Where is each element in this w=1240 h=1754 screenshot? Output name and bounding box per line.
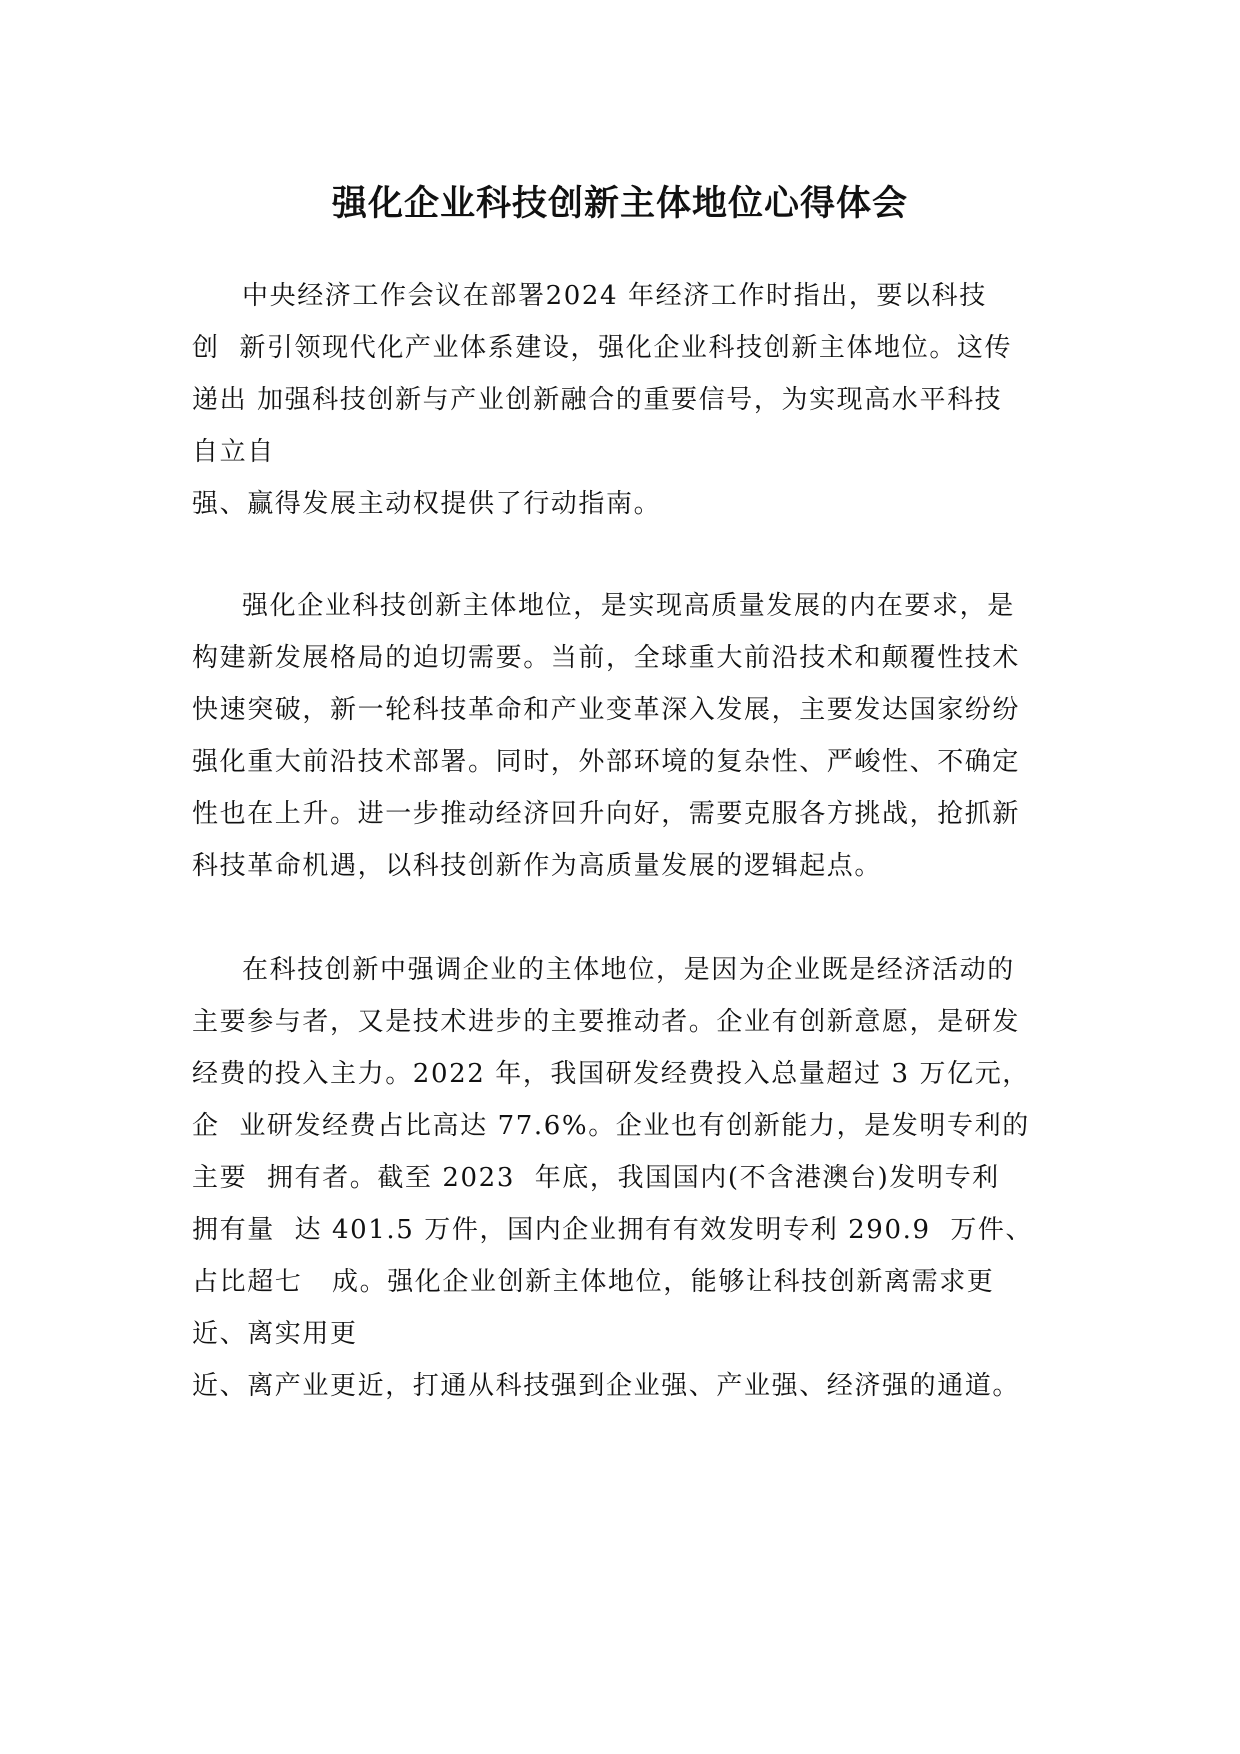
document-title: 强化企业科技创新主体地位心得体会: [331, 184, 908, 224]
paragraph-3-line-5: 主要 拥有者。截至 2023 年底，我国国内(不含港澳台)发明专利: [192, 1163, 1000, 1193]
paragraph-2-line-6: 科技革命机遇，以科技创新作为高质量发展的逻辑起点。: [192, 851, 883, 881]
paragraph-1-line-5: 强、赢得发展主动权提供了行动指南。: [192, 489, 662, 519]
paragraph-3-line-1: 在科技创新中强调企业的主体地位，是因为企业既是经济活动的: [242, 955, 1015, 985]
paragraph-3-line-6: 拥有量 达 401.5 万件，国内企业拥有有效发明专利 290.9 万件、: [192, 1215, 1034, 1245]
paragraph-2-line-4: 强化重大前沿技术部署。同时，外部环境的复杂性、严峻性、不确定: [192, 747, 1021, 777]
paragraph-3-line-7: 占比超七 成。强化企业创新主体地位，能够让科技创新离需求更: [192, 1267, 995, 1297]
paragraph-1-line-3: 递出 加强科技创新与产业创新融合的重要信号，为实现高水平科技: [192, 385, 1003, 415]
paragraph-3-line-2: 主要参与者，又是技术进步的主要推动者。企业有创新意愿，是研发: [192, 1007, 1021, 1037]
paragraph-2-line-1: 强化企业科技创新主体地位，是实现高质量发展的内在要求，是: [242, 591, 1015, 621]
paragraph-3-line-4: 企 业研发经费占比高达 77.6%。企业也有创新能力，是发明专利的: [192, 1111, 1030, 1141]
paragraph-3-line-3: 经费的投入主力。2022 年，我国研发经费投入总量超过 3 万亿元，: [192, 1059, 1030, 1089]
paragraph-3-line-9: 近、离产业更近，打通从科技强到企业强、产业强、经济强的通道。: [192, 1371, 1021, 1401]
paragraph-2-line-3: 快速突破，新一轮科技革命和产业变革深入发展，主要发达国家纷纷: [192, 695, 1021, 725]
paragraph-3-line-8: 近、离实用更: [192, 1319, 358, 1349]
paragraph-1-line-2: 创 新引领现代化产业体系建设，强化企业科技创新主体地位。这传: [192, 333, 1013, 363]
paragraph-2-line-2: 构建新发展格局的迫切需要。当前，全球重大前沿技术和颠覆性技术: [192, 643, 1021, 673]
paragraph-1-line-1: 中央经济工作会议在部署2024 年经济工作时指出，要以科技: [242, 281, 987, 311]
paragraph-2-line-5: 性也在上升。进一步推动经济回升向好，需要克服各方挑战，抢抓新: [192, 799, 1021, 829]
paragraph-1-line-4: 自立自: [192, 437, 275, 467]
